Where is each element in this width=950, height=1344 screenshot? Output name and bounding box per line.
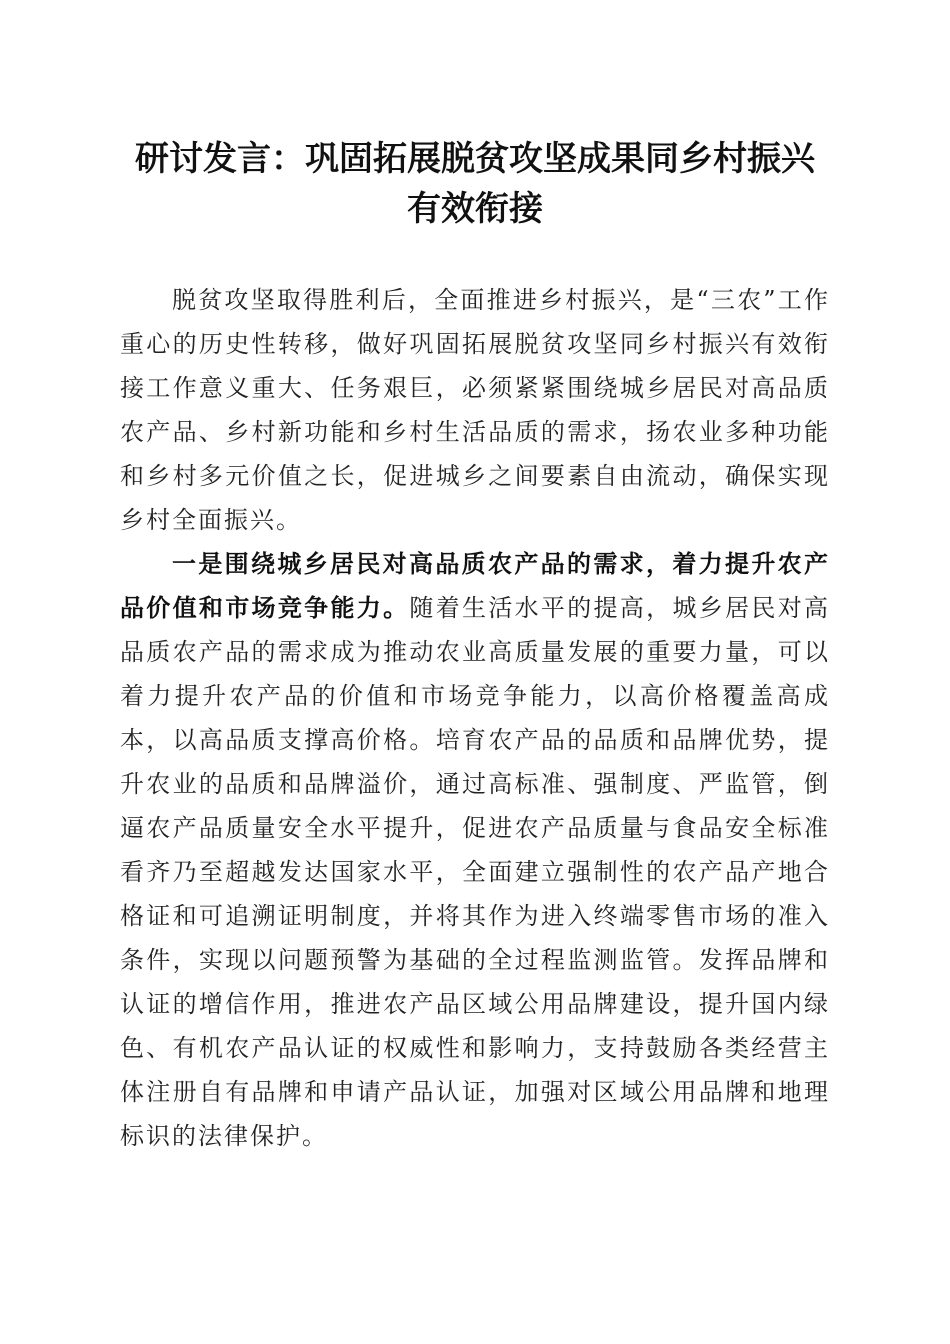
page-title <box>110 134 840 234</box>
paragraph-text: 随着生活水平的提高，城乡居民对高品质农产品的需求成为推动农业高质量发展的重要力量，可以着力提升农产品的价值和市场竞争能力，以高价格覆盖高成本，以高品质支撑高价格。培育农产品的品质和品牌优势，提升农业的品质和品牌溢价，通过高标准、强制度、严监管，倒逼农产品质量安全水平提升，促进农产品质量与食品安全标准看齐乃至超越发达国家水平，全面建立强制性的农产品产地合格证和可追溯证明制度，并将其作为进入终端零售市场的准入条件，实现以问题预警为基础的全过程监测监管。发挥品牌和认证的增信作用，推进农产品区域公用品牌建设，提升国内绿色、有机农产品认证的权威性和影响力，支持鼓励各类经营主体注册自有品牌和申请产品认证，加强对区域公用品牌和地理标识的法律保护。 <box>120 594 831 1150</box>
paragraph-text: 脱贫攻坚取得胜利后，全面推进乡村振兴，是“三农”工作重心的历史性转移，做好巩固拓展脱贫攻坚同乡村振兴有效衔接工作意义重大、任务艰巨，必须紧紧围绕城乡居民对高品质农产品、乡村新功能和乡村生活品质的需求，扬农业多种功能和乡村多元价值之长，促进城乡之间要素自由流动，确保实现乡村全面振兴。 <box>120 286 830 534</box>
document-body <box>120 278 830 1158</box>
paragraph-lead-sentence: 一是围绕城乡居民对高品质农产品的需求，着力提升农产品价值和市场竞争能力。 <box>120 549 830 622</box>
paragraph-point-one <box>120 542 830 1158</box>
title-line-1: 研讨发言：巩固拓展脱贫攻坚成果同乡村振兴 <box>135 139 815 179</box>
title-line-2: 有效衔接 <box>407 189 543 229</box>
paragraph-intro <box>120 278 830 542</box>
